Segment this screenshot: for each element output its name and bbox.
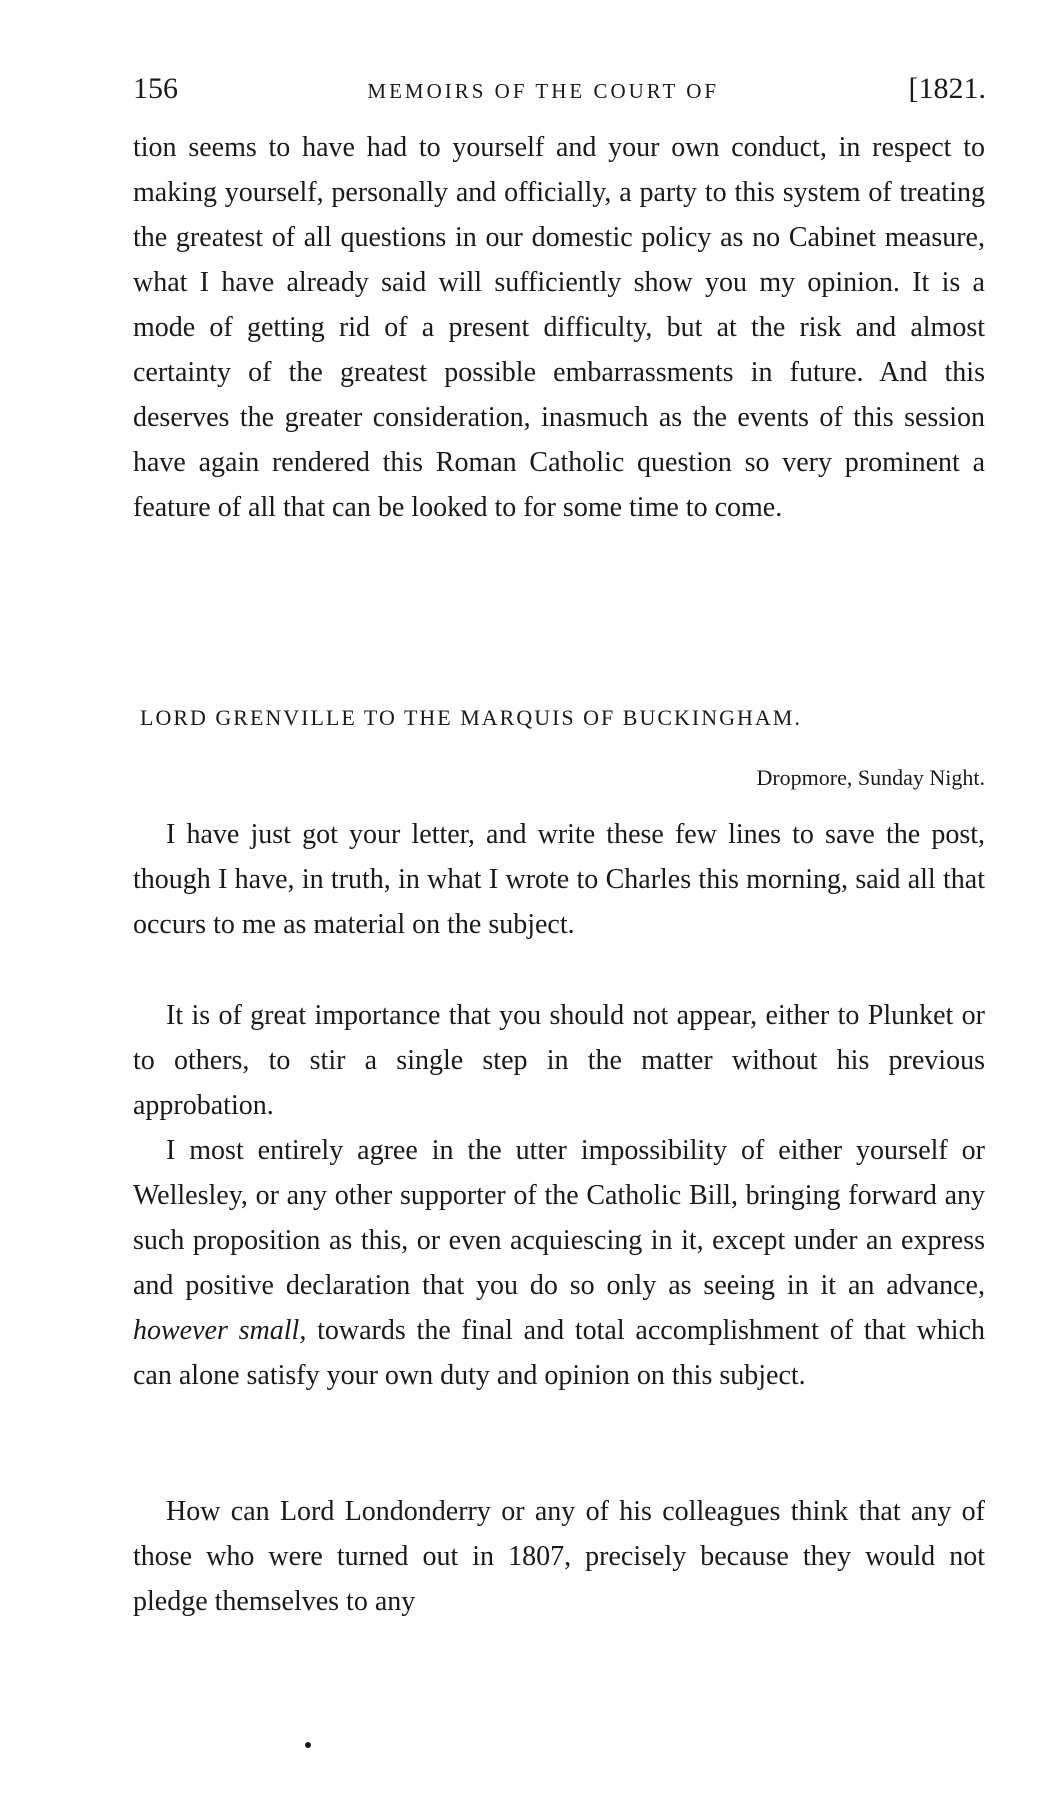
print-speck	[305, 1742, 311, 1748]
intro-paragraph: tion seems to have had to yourself and your own conduct, in respect to making yourself, personally and officially, a party to this system of treating the greatest of all questions in our domestic policy as no Cabinet measure, what I have already said will sufficiently show you my opinion. It is a mode of getting rid of a present difficulty, but at the risk and almost certainty of the greatest possible embarrassments in future. And this deserves the greater consideration, inasmuch as the events of this session have again rendered this Roman Catholic question so very prominent a feature of all that can be looked to for some time to come.	[133, 132, 985, 523]
running-header	[133, 72, 986, 112]
paragraph-4	[133, 1128, 985, 1398]
letter-heading: LORD GRENVILLE TO THE MARQUIS OF BUCKINGHAM.	[140, 705, 802, 730]
paragraph-4-text-a: I most entirely agree in the utter impossibility of either yourself or Wellesley, or any other supporter of the Catholic Bill, bringing forward any such proposition as this, or even acquiescing in it, except under an express and positive declaration that you do so only as seeing in it an advance,	[133, 1135, 985, 1301]
emphasis-phrase: however small,	[133, 1315, 307, 1346]
paragraph-3: It is of great importance that you should not appear, either to Plunket or to others, to stir a single step in the matter without his previous approbation.	[133, 1000, 985, 1121]
header-year: [1821.	[908, 72, 986, 105]
letter-dateline: Dropmore, Sunday Night.	[756, 765, 985, 790]
paragraph-4-text-b: towards the final and total accomplishment of that which can alone satisfy your own duty and opinion on this subject.	[133, 1315, 986, 1391]
running-title: MEMOIRS OF THE COURT OF	[367, 79, 720, 103]
paragraph-2: I have just got your letter, and write these few lines to save the post, though I have, in truth, in what I wrote to Charles this morning, said all that occurs to me as material on the subject.	[133, 819, 985, 940]
paragraph-5: How can Lord Londonderry or any of his colleagues think that any of those who were turned out in 1807, precisely because they would not pledge themselves to any	[133, 1496, 985, 1617]
page-number: 156	[133, 72, 178, 105]
